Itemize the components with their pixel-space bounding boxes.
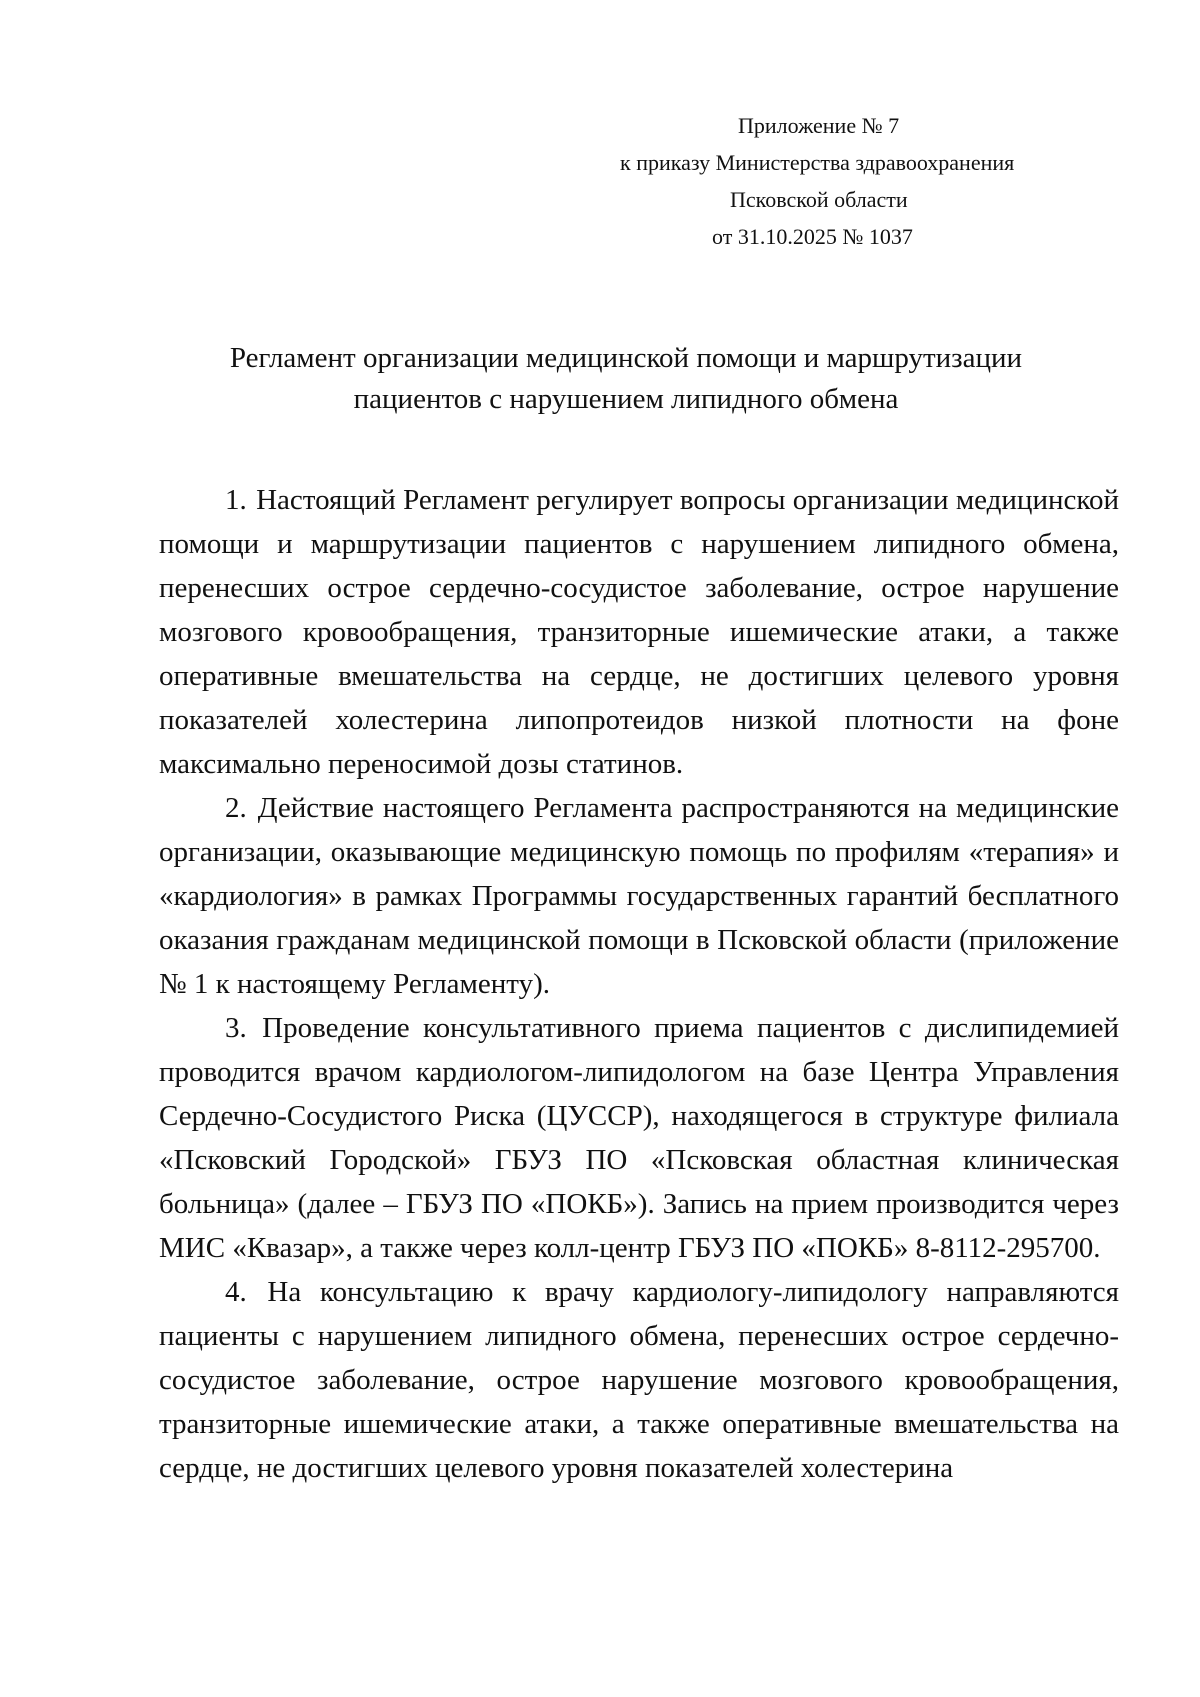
paragraph-text: Проведение консультативного приема пациентов с дислипидемией проводится врачом кардиологом-липидологом на базе Центра Управления Сердечно-Сосудистого Риска (ЦУССР), находящегося в структуре филиала «Псковский Городской» ГБУЗ ПО «Псковская областная клиническая больница» (далее – ГБУЗ ПО «ПОКБ»). Запись на прием производится через МИС «Квазар», а также через колл-центр ГБУЗ ПО «ПОКБ» 8-8112-295700. xyxy=(159,1012,1120,1264)
appendix-order-reference: к приказу Министерства здравоохранения xyxy=(620,150,1015,175)
paragraph-1 xyxy=(159,478,1119,786)
paragraph-number: 4. xyxy=(225,1276,247,1308)
document-title xyxy=(160,338,1092,420)
paragraph-number: 1. xyxy=(225,484,247,516)
paragraph-number: 3. xyxy=(225,1012,247,1044)
paragraph-3 xyxy=(159,1006,1119,1270)
appendix-number: Приложение № 7 xyxy=(738,113,900,138)
title-line-2: пациентов с нарушением липидного обмена xyxy=(353,383,899,415)
paragraph-4 xyxy=(159,1270,1119,1490)
paragraph-2 xyxy=(159,786,1119,1006)
appendix-region: Псковской области xyxy=(730,187,908,212)
paragraph-text: Действие настоящего Регламента распространяются на медицинские организации, оказывающие медицинскую помощь по профилям «терапия» и «кардиология» в рамках Программы государственных гарантий бесплатного оказания гражданам медицинской помощи в Псковской области (приложение № 1 к настоящему Регламенту). xyxy=(159,792,1119,1000)
paragraph-text: На консультацию к врачу кардиологу-липидологу направляются пациенты с нарушением липидного обмена, перенесших острое сердечно-сосудистое заболевание, острое нарушение мозгового кровообращения, транзиторные ишемические атаки, а также оперативные вмешательства на сердце, не достигших целевого уровня показателей холестерина xyxy=(159,1276,1119,1484)
paragraph-number: 2. xyxy=(225,792,247,824)
appendix-date-number: от 31.10.2025 № 1037 xyxy=(712,224,913,249)
appendix-header xyxy=(620,107,1100,255)
title-line-1: Регламент организации медицинской помощи и маршрутизации xyxy=(229,342,1023,374)
paragraph-text: Настоящий Регламент регулирует вопросы организации медицинской помощи и маршрутизации пациентов с нарушением липидного обмена, перенесших острое сердечно-сосудистое заболевание, острое нарушение мозгового кровообращения, транзиторные ишемические атаки, а также оперативные вмешательства на сердце, не достигших целевого уровня показателей холестерина липопротеидов низкой плотности на фоне максимально переносимой дозы статинов. xyxy=(159,484,1120,780)
document-body xyxy=(159,478,1119,1490)
